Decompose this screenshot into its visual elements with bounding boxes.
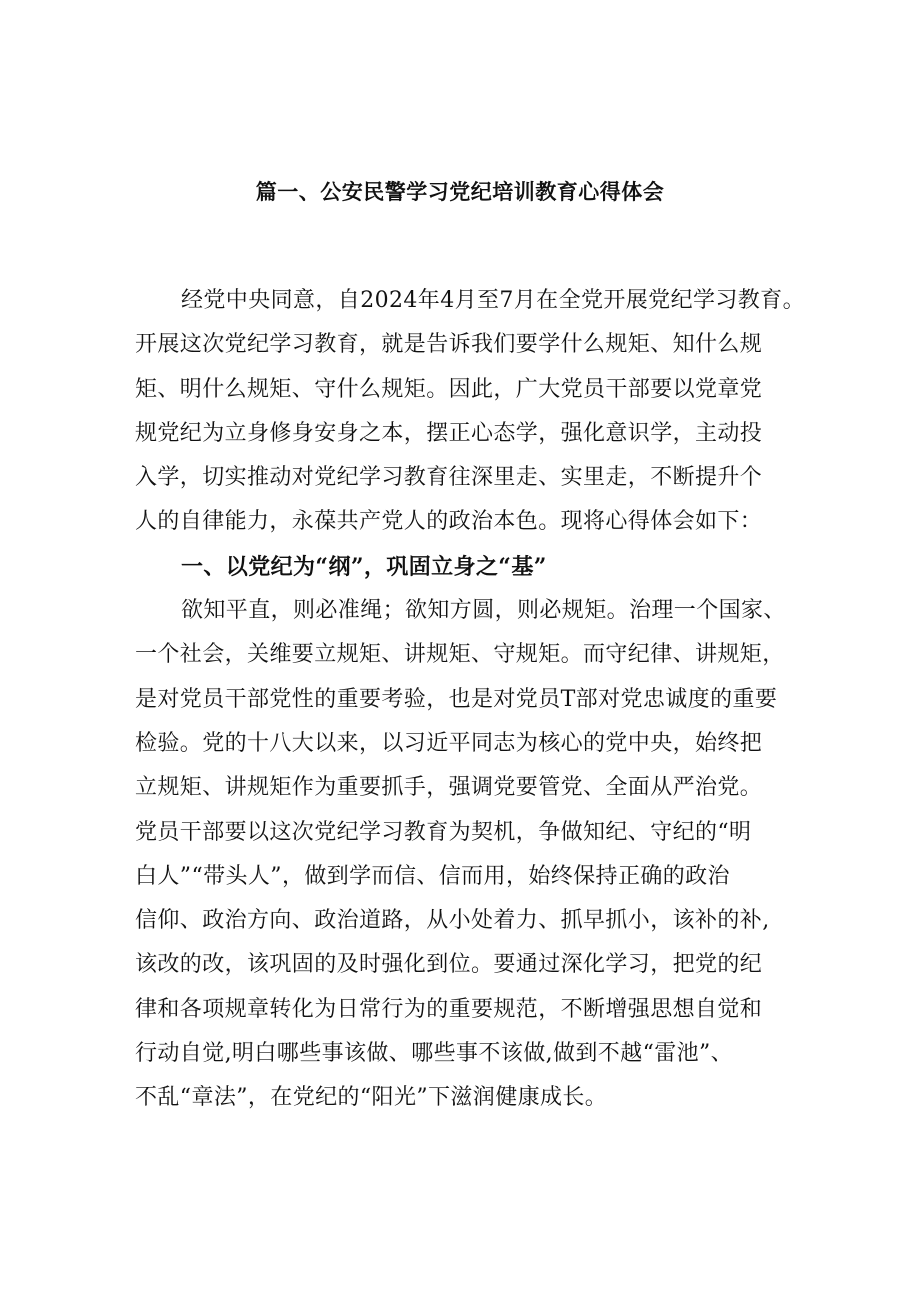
paragraph-2-line-1: 欲知平直，则必准绳；欲知方圆，则必规矩。治理一个国家、	[181, 598, 786, 624]
paragraph-1-line-4: 规党纪为立身修身安身之本，摆正心态学，强化意识学，主动投	[135, 420, 763, 446]
paragraph-1-line-5: 入学，切实推动对党纪学习教育往深里走、实里走，不断提升个	[135, 465, 763, 491]
paragraph-2-line-10: 律和各项规章转化为日常行为的重要规范，不断增强思想自觉和	[135, 996, 763, 1022]
paragraph-2-line-4: 检验。党的十八大以来，以习近平同志为核心的党中央，始终把	[135, 730, 763, 756]
document-title: 篇一、公安民警学习党纪培训教育心得体会	[255, 179, 665, 204]
document-body	[135, 279, 805, 1121]
paragraph-2-line-2: 一个社会，关维要立规矩、讲规矩、守规矩。而守纪律、讲规矩，	[135, 642, 785, 668]
paragraph-2-line-9: 该改的改，该巩固的及时强化到位。要通过深化学习，把党的纪	[135, 952, 763, 978]
paragraph-2-line-6: 党员干部要以这次党纪学习教育为契机，争做知纪、守纪的“明	[135, 819, 752, 845]
paragraph-2-line-3: 是对党员干部党性的重要考验，也是对党员T部对党忠诚度的重要	[135, 686, 778, 712]
paragraph-1-line-1: 经党中央同意，自2024年4月至7月在全党开展党纪学习教育。	[181, 288, 805, 313]
paragraph-2-line-5: 立规矩、讲规矩作为重要抓手，强调党要管党、全面从严治党。	[135, 775, 763, 801]
paragraph-2-line-7: 白人”“带头人”，做到学而信、信而用，始终保持正确的政治	[135, 863, 730, 889]
paragraph-1-line-6: 人的自律能力，永葆共产党人的政治本色。现将心得体会如下：	[135, 509, 763, 535]
paragraph-1-line-3: 矩、明什么规矩、守什么规矩。因此，广大党员干部要以党章党	[135, 376, 763, 402]
section-heading: 一、以党纪为“纲”，巩固立身之“基”	[181, 553, 547, 580]
paragraph-2-line-11: 行动自觉,明白哪些事该做、哪些事不该做,做到不越“雷池”、	[135, 1041, 734, 1067]
paragraph-2-line-8: 信仰、政治方向、政治道路，从小处着力、抓早抓小，该补的补,	[135, 908, 770, 934]
paragraph-1-line-2: 开展这次党纪学习教育，就是告诉我们要学什么规矩、知什么规	[135, 332, 763, 358]
paragraph-2-line-12: 不乱“章法”，在党纪的“阳光”下滋润健康成长。	[135, 1085, 608, 1111]
